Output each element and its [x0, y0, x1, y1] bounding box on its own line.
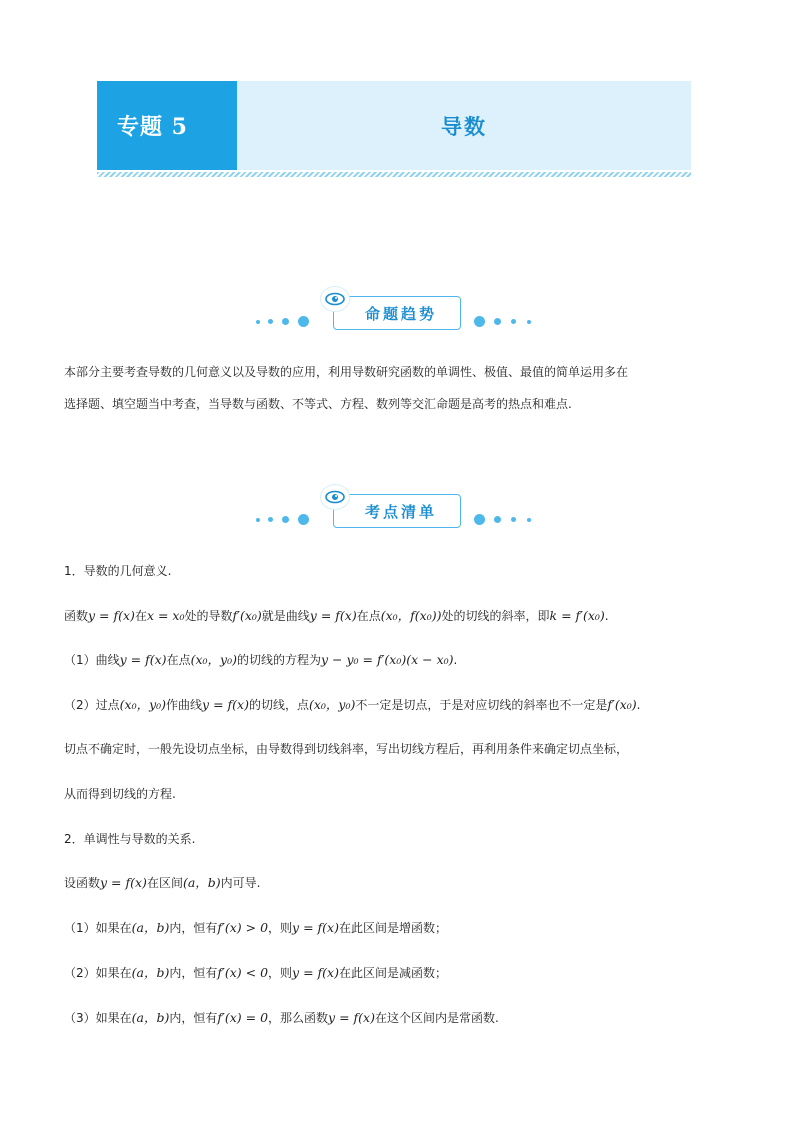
tangent-through-point-item: （2）过点(x₀，y₀)作曲线y = f(x)的切线，点(x₀，y₀)不一定是切点，于是对应切线的斜率也不一定是f′(x₀). [64, 697, 641, 712]
section-title: 命题趋势 [364, 304, 437, 323]
increasing-function-item: （1）如果在(a，b)内，恒有f′(x) > 0，则y = f(x)在此区间是增函数； [64, 920, 447, 935]
section-header-trend [0, 292, 794, 342]
banner-divider [97, 172, 691, 177]
topic-title: 导数 [441, 114, 487, 139]
trend-paragraph-line1: 本部分主要考查导数的几何意义以及导数的应用，利用导数研究函数的单调性、极值、最值的简单运用多在 [64, 365, 629, 379]
tangent-line-equation-item: （1）曲线y = f(x)在点(x₀，y₀)的切线的方程为y − y₀ = f′(x₀)(x − x₀). [64, 652, 458, 667]
tangent-method-line2: 从而得到切线的方程. [64, 787, 176, 801]
eye-icon [320, 484, 350, 510]
topic-number-label: 专题 5 [97, 81, 237, 170]
trend-paragraph-line2: 选择题、填空题当中考查，当导数与函数、不等式、方程、数列等交汇命题是高考的热点和难点. [64, 397, 572, 411]
heading-geometric-meaning: 1．导数的几何意义. [64, 564, 172, 578]
constant-function-item: （3）如果在(a，b)内，恒有f′(x) = 0，那么函数y = f(x)在这个区间内是常函数. [64, 1010, 499, 1025]
eye-icon [320, 286, 350, 312]
derivative-definition-line: 函数y = f(x)在x = x₀处的导数f′(x₀)就是曲线y = f(x)在点(x₀，f(x₀))处的切线的斜率，即k = f′(x₀). [64, 608, 609, 623]
differentiable-premise: 设函数y = f(x)在区间(a，b)内可导. [64, 875, 261, 890]
section-title: 考点清单 [364, 502, 437, 521]
topic-banner [97, 81, 691, 170]
tangent-method-line1: 切点不确定时，一般先设切点坐标，由导数得到切线斜率，写出切线方程后，再利用条件来确定切点坐标， [64, 742, 629, 756]
section-title-box [333, 296, 461, 330]
section-header-checklist [0, 490, 794, 540]
section-title-box [333, 494, 461, 528]
heading-monotonicity: 2．单调性与导数的关系. [64, 832, 196, 846]
decreasing-function-item: （2）如果在(a，b)内，恒有f′(x) < 0，则y = f(x)在此区间是减函数； [64, 965, 447, 980]
